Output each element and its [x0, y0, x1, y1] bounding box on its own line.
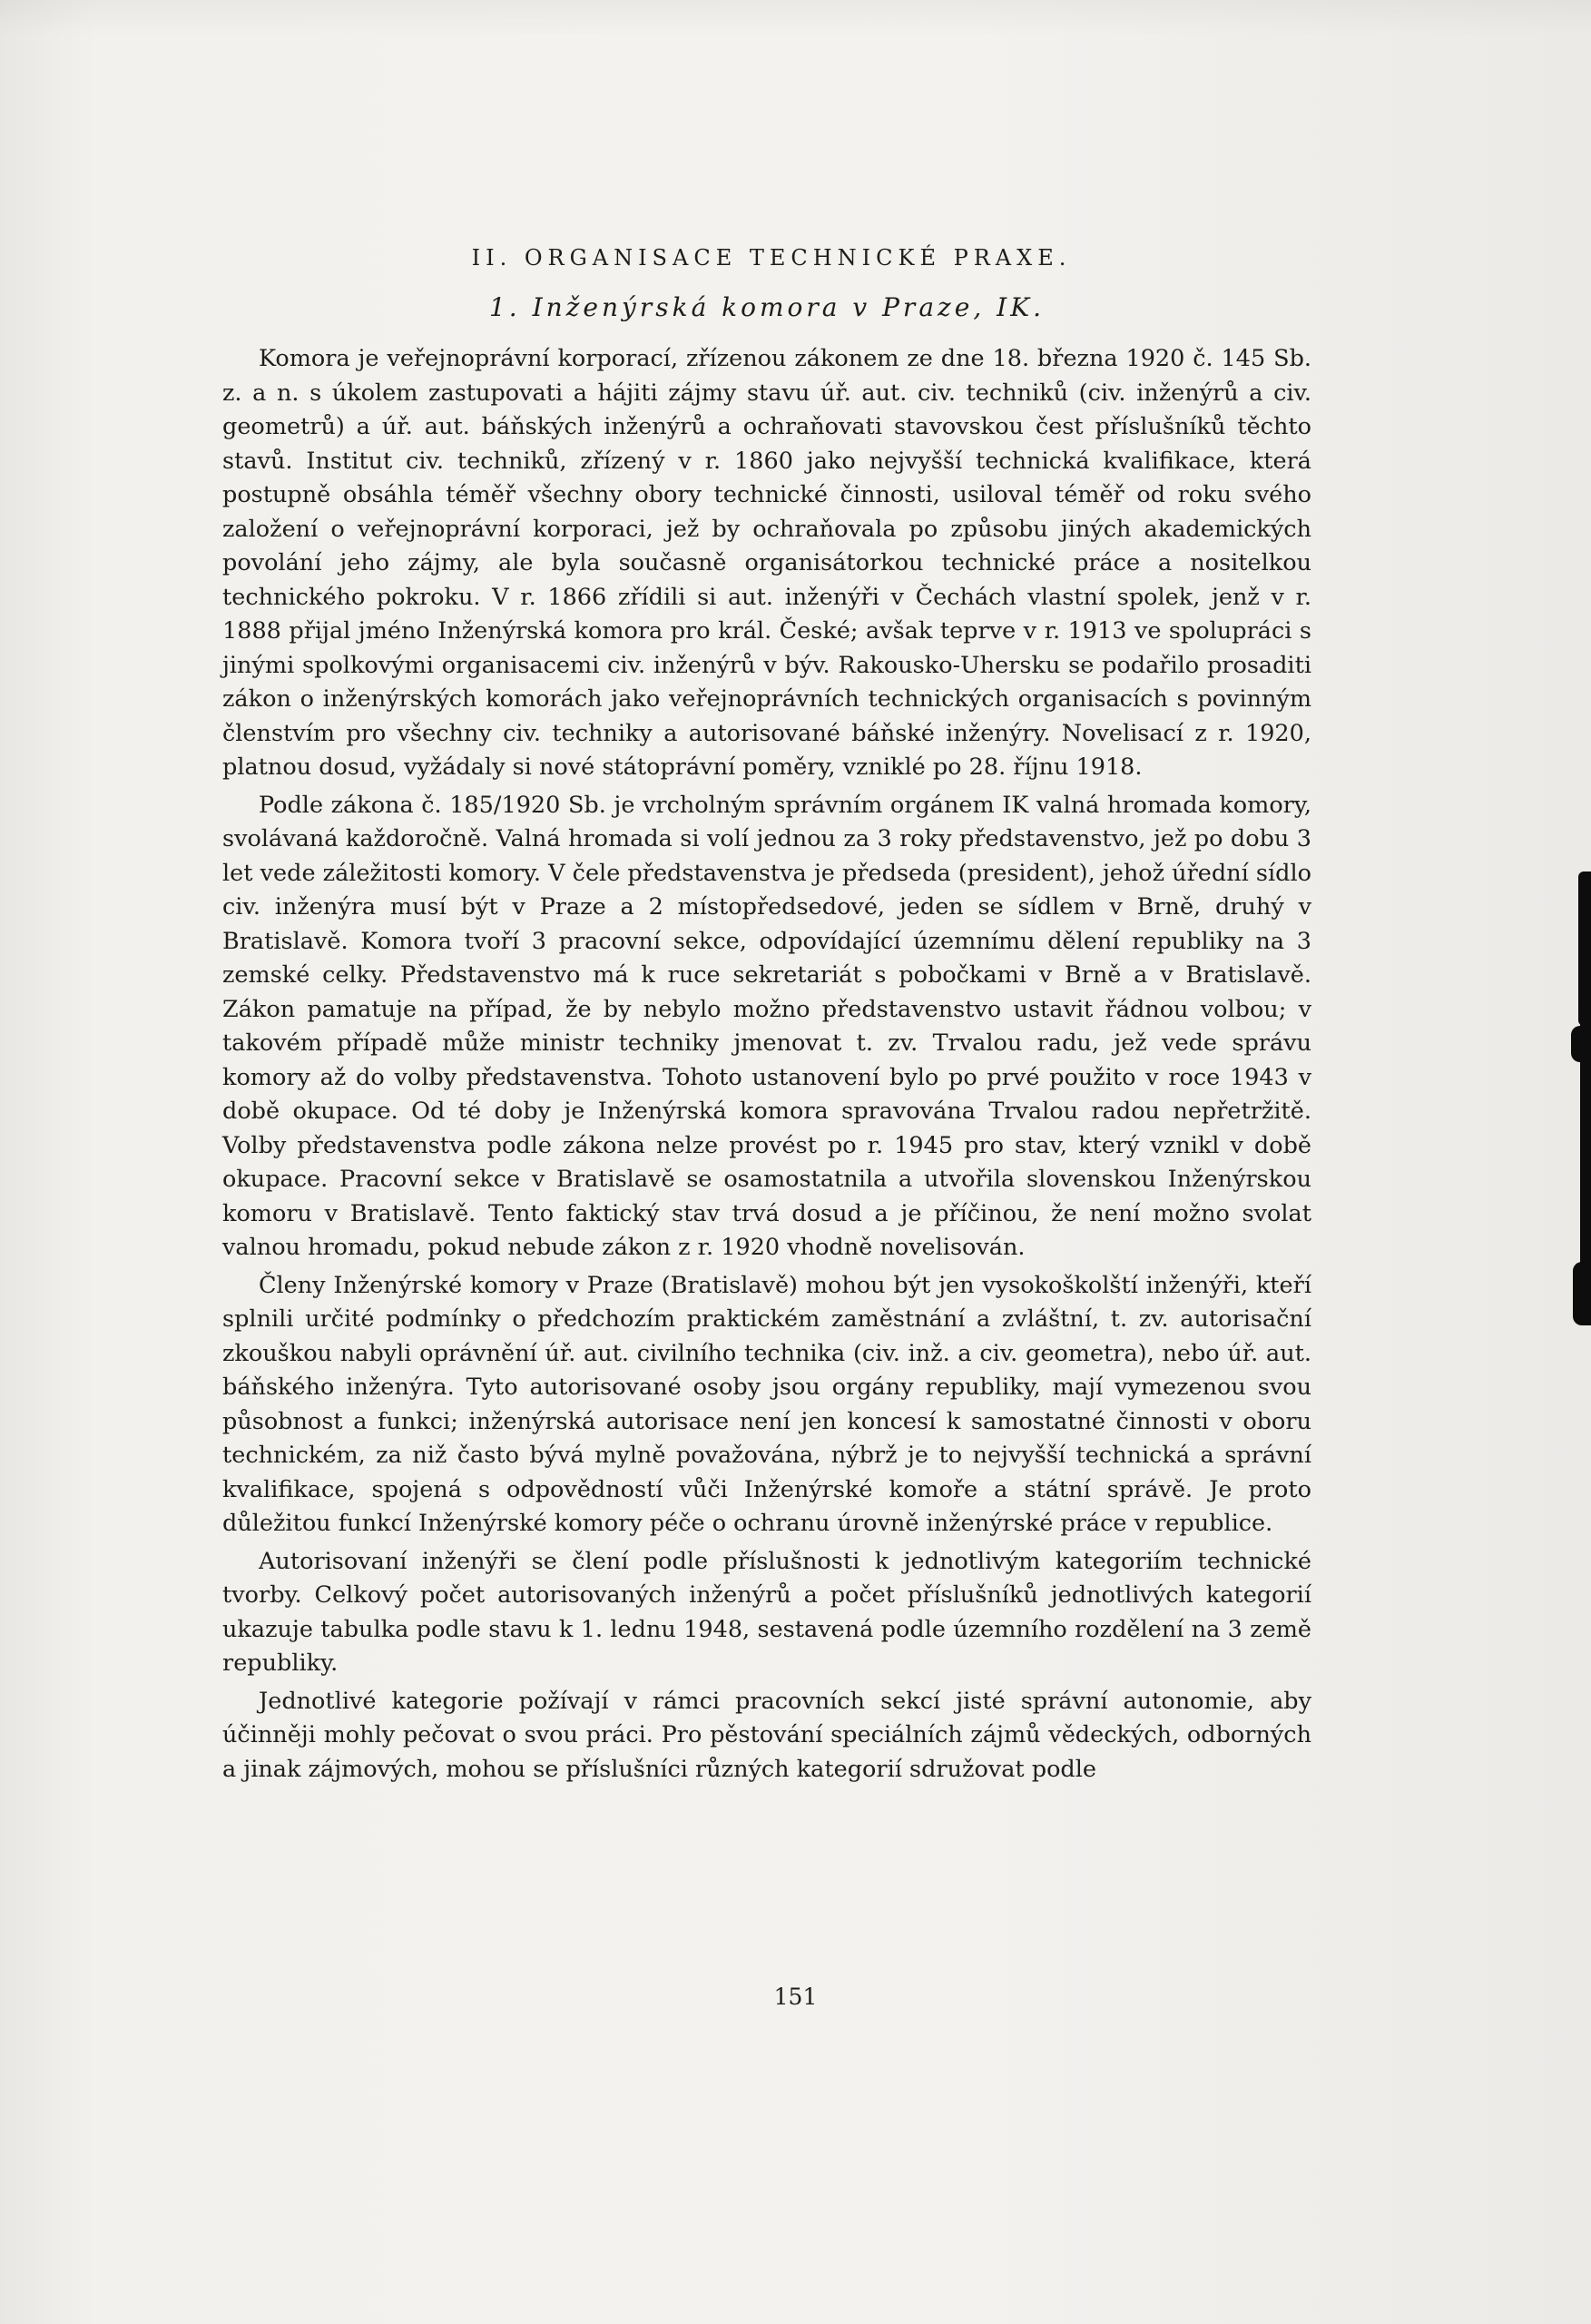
paragraph: Členy Inženýrské komory v Praze (Bratislavě) mohou být jen vysokoškolští inženýři, kteří splnili určité podmínky o předchozím praktickém zaměstnání a zvláštní, t. zv. autorisační zkouškou nabyli oprávnění úř. aut. civilního technika (civ. inž. a civ. geometra), nebo úř. aut. báňského inženýra. Tyto autorisované osoby jsou orgány republiky, mají vymezenou svou působnost a funkci; inženýrská autorisace není jen koncesí k samostatné činnosti v oboru technickém, za niž často bývá mylně považována, nýbrž je to nejvyšší technická a správní kvalifikace, spojená s odpovědností vůči Inženýrské komoře a státní správě. Je proto důležitou funkcí Inženýrské komory péče o ochranu úrovně inženýrské práce v republice. [222, 1271, 1311, 1537]
chapter-heading: II. ORGANISACE TECHNICKÉ PRAXE. [471, 245, 1072, 271]
page-shadow [0, 0, 1591, 36]
paragraph: Podle zákona č. 185/1920 Sb. je vrcholným správním orgánem IK valná hromada komory, svolávaná každoročně. Valná hromada si volí jednou za 3 roky představenstvo, jež po dobu 3 let vede záležitosti komory. V čele představenstva je předseda (president), jehož úřední sídlo civ. inženýra musí být v Praze a 2 místopředsedové, jeden se sídlem v Brně, druhý v Bratislavě. Komora tvoří 3 pracovní sekce, odpovídající územnímu dělení republiky na 3 zemské celky. Představenstvo má k ruce sekretariát s pobočkami v Brně a v Bratislavě. Zákon pamatuje na případ, že by nebylo možno představenstvo ustavit řádnou volbou; v takovém případě může ministr techniky jmenovat t. zv. Trvalou radu, jež vede správu komory až do volby představenstva. Tohoto ustanovení bylo po prvé použito v roce 1943 v době okupace. Od té doby je Inženýrská komora spravována Trvalou radou nepřetržitě. Volby představenstva podle zákona nelze provést po r. 1945 pro stav, který vznikl v době okupace. Pracovní sekce v Bratislavě se osamostatnila a utvořila slovenskou Inženýrskou komoru v Bratislavě. Tento faktický stav trvá dosud a je příčinou, že není možno svolat valnou hromadu, pokud nebude zákon z r. 1920 vhodně novelisován. [222, 791, 1311, 1261]
paragraph: Komora je veřejnoprávní korporací, zřízenou zákonem ze dne 18. března 1920 č. 145 Sb. z. a n. s úkolem zastupovati a hájiti zájmy stavu úř. aut. civ. techniků (civ. inženýrů a civ. geometrů) a úř. aut. báňských inženýrů a ochraňovati stavovskou čest příslušníků těchto stavů. Institut civ. techniků, zřízený v r. 1860 jako nejvyšší technická kvalifikace, která postupně obsáhla téměř všechny obory technické činnosti, usiloval téměř od roku svého založení o veřejnoprávní korporaci, jež by ochraňovala po způsobu jiných akademických povolání jeho zájmy, ale byla současně organisátorkou technické práce a nositelkou technického pokroku. V r. 1866 zřídili si aut. inženýři v Čechách vlastní spolek, jenž v r. 1888 přijal jméno Inženýrská komora pro král. České; avšak teprve v r. 1913 ve spolupráci s jinými spolkovými organisacemi civ. inženýrů v býv. Rakousko-Uhersku se podařilo prosaditi zákon o inženýrských komorách jako veřejnoprávních technických organisacích s povinným členstvím pro všechny civ. techniky a autorisované báňské inženýry. Novelisací z r. 1920, platnou dosud, vyžádaly si nové státoprávní poměry, vzniklé po 28. říjnu 1918. [222, 345, 1311, 781]
body-text [222, 342, 1311, 1787]
binder-clip [1573, 1262, 1591, 1325]
paragraph: Autorisovaní inženýři se člení podle příslušnosti k jednotlivým kategoriím technické tvorby. Celkový počet autorisovaných inženýrů a počet příslušníků jednotlivých kategorií ukazuje tabulka podle stavu k 1. lednu 1948, sestavená podle územního rozdělení na 3 země republiky. [222, 1547, 1311, 1677]
page-number: 151 [773, 1984, 818, 2010]
paragraph: Jednotlivé kategorie požívají v rámci pracovních sekcí jisté správní autonomie, aby účinněji mohly pečovat o svou práci. Pro pěstování speciálních zájmů vědeckých, odborných a jinak zájmových, mohou se příslušníci různých kategorií sdružovat podle [222, 1687, 1311, 1783]
page-content [222, 245, 1311, 1790]
binder-clip [1571, 1026, 1591, 1062]
section-subheading: 1. Inženýrská komora v Praze, IK. [488, 292, 1046, 322]
